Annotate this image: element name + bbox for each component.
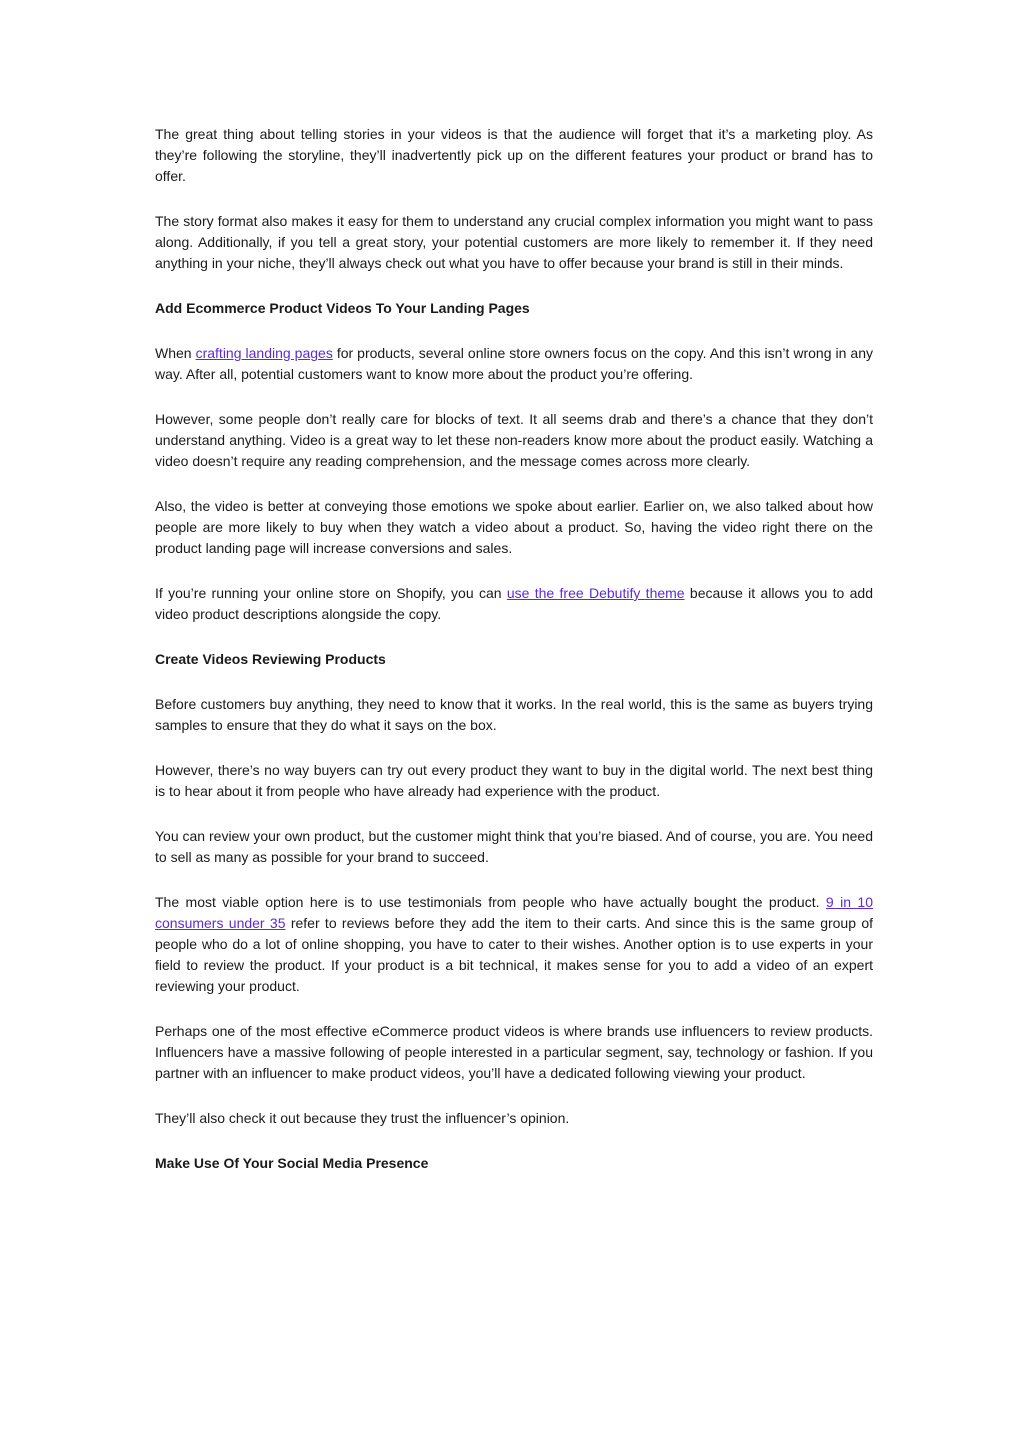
paragraph-blocks-of-text: However, some people don’t really care for blocks of text. It all seems drab and there’s a chance that they don’t understand anything. Video is a great way to let these non-readers know more about the product easily. Watching a video doesn’t require any reading comprehension, and the message comes across more clearly. [155, 411, 873, 469]
paragraph-influencers: Perhaps one of the most effective eCommerce product videos is where brands use influencers to review products. Influencers have a massive following of people interested in a particular segment, say, technology or fashion. If you partner with an influencer to make product videos, you’ll have a dedicated following viewing your product. [155, 1023, 873, 1081]
section-heading-landing-pages: Add Ecommerce Product Videos To Your Landing Pages [155, 300, 530, 316]
paragraph-own-review-bias: You can review your own product, but the customer might think that you’re biased. And of course, you are. You need to sell as many as possible for your brand to succeed. [155, 828, 873, 865]
paragraph-text: When [155, 345, 196, 361]
paragraph-conveying-emotions: Also, the video is better at conveying those emotions we spoke about earlier. Earlier on, we also talked about how people are more likely to buy when they watch a video about a product. So, having the video right there on the product landing page will increase conversions and sales. [155, 498, 873, 556]
paragraph-testimonials [155, 892, 873, 997]
paragraph-customers-need-to-know: Before customers buy anything, they need to know that it works. In the real world, this is the same as buyers trying samples to ensure that they do what it says on the box. [155, 696, 873, 733]
paragraph-text: for products, several online store owners focus on the copy. And this isn’t wrong in any way. After all, potential customers want to know more about the product you’re offering. [155, 345, 873, 382]
section-heading-social-media: Make Use Of Your Social Media Presence [155, 1155, 429, 1171]
paragraph-trust-influencer: They’ll also check it out because they trust the influencer’s opinion. [155, 1110, 570, 1126]
paragraph-digital-world: However, there’s no way buyers can try out every product they want to buy in the digital world. The next best thing is to hear about it from people who have already had experience with the product. [155, 762, 873, 799]
paragraph-shopify-debutify [155, 583, 873, 625]
crafting-landing-pages-link[interactable]: crafting landing pages [195, 345, 333, 361]
consumers-under-35-link[interactable]: 9 in 10 consumers under 35 [155, 894, 873, 931]
document-page [155, 124, 873, 1198]
paragraph-text: If you’re running your online store on Shopify, you can [155, 585, 507, 601]
debutify-theme-link[interactable]: use the free Debutify theme [506, 585, 685, 601]
paragraph-crafting-landing-pages [155, 343, 873, 385]
paragraph-storytelling-intro: The great thing about telling stories in your videos is that the audience will forget that it’s a marketing ploy. As they’re following the storyline, they’ll inadvertently pick up on the different features your product or brand has to offer. [155, 126, 873, 184]
paragraph-text: because it allows you to add video product descriptions alongside the copy. [155, 585, 873, 622]
paragraph-text: refer to reviews before they add the item to their carts. And since this is the same group of people who do a lot of online shopping, you have to cater to their wishes. Another option is to use experts in your field to review the product. If your product is a bit technical, it makes sense for you to add a video of an expert reviewing your product. [155, 915, 873, 994]
paragraph-story-format: The story format also makes it easy for them to understand any crucial complex information you might want to pass along. Additionally, if you tell a great story, your potential customers are more likely to remember it. If they need anything in your niche, they’ll always check out what you have to offer because your brand is still in their minds. [155, 213, 873, 271]
paragraph-text: The most viable option here is to use testimonials from people who have actually bought the product. [155, 894, 826, 910]
section-heading-reviewing-products: Create Videos Reviewing Products [155, 651, 386, 667]
